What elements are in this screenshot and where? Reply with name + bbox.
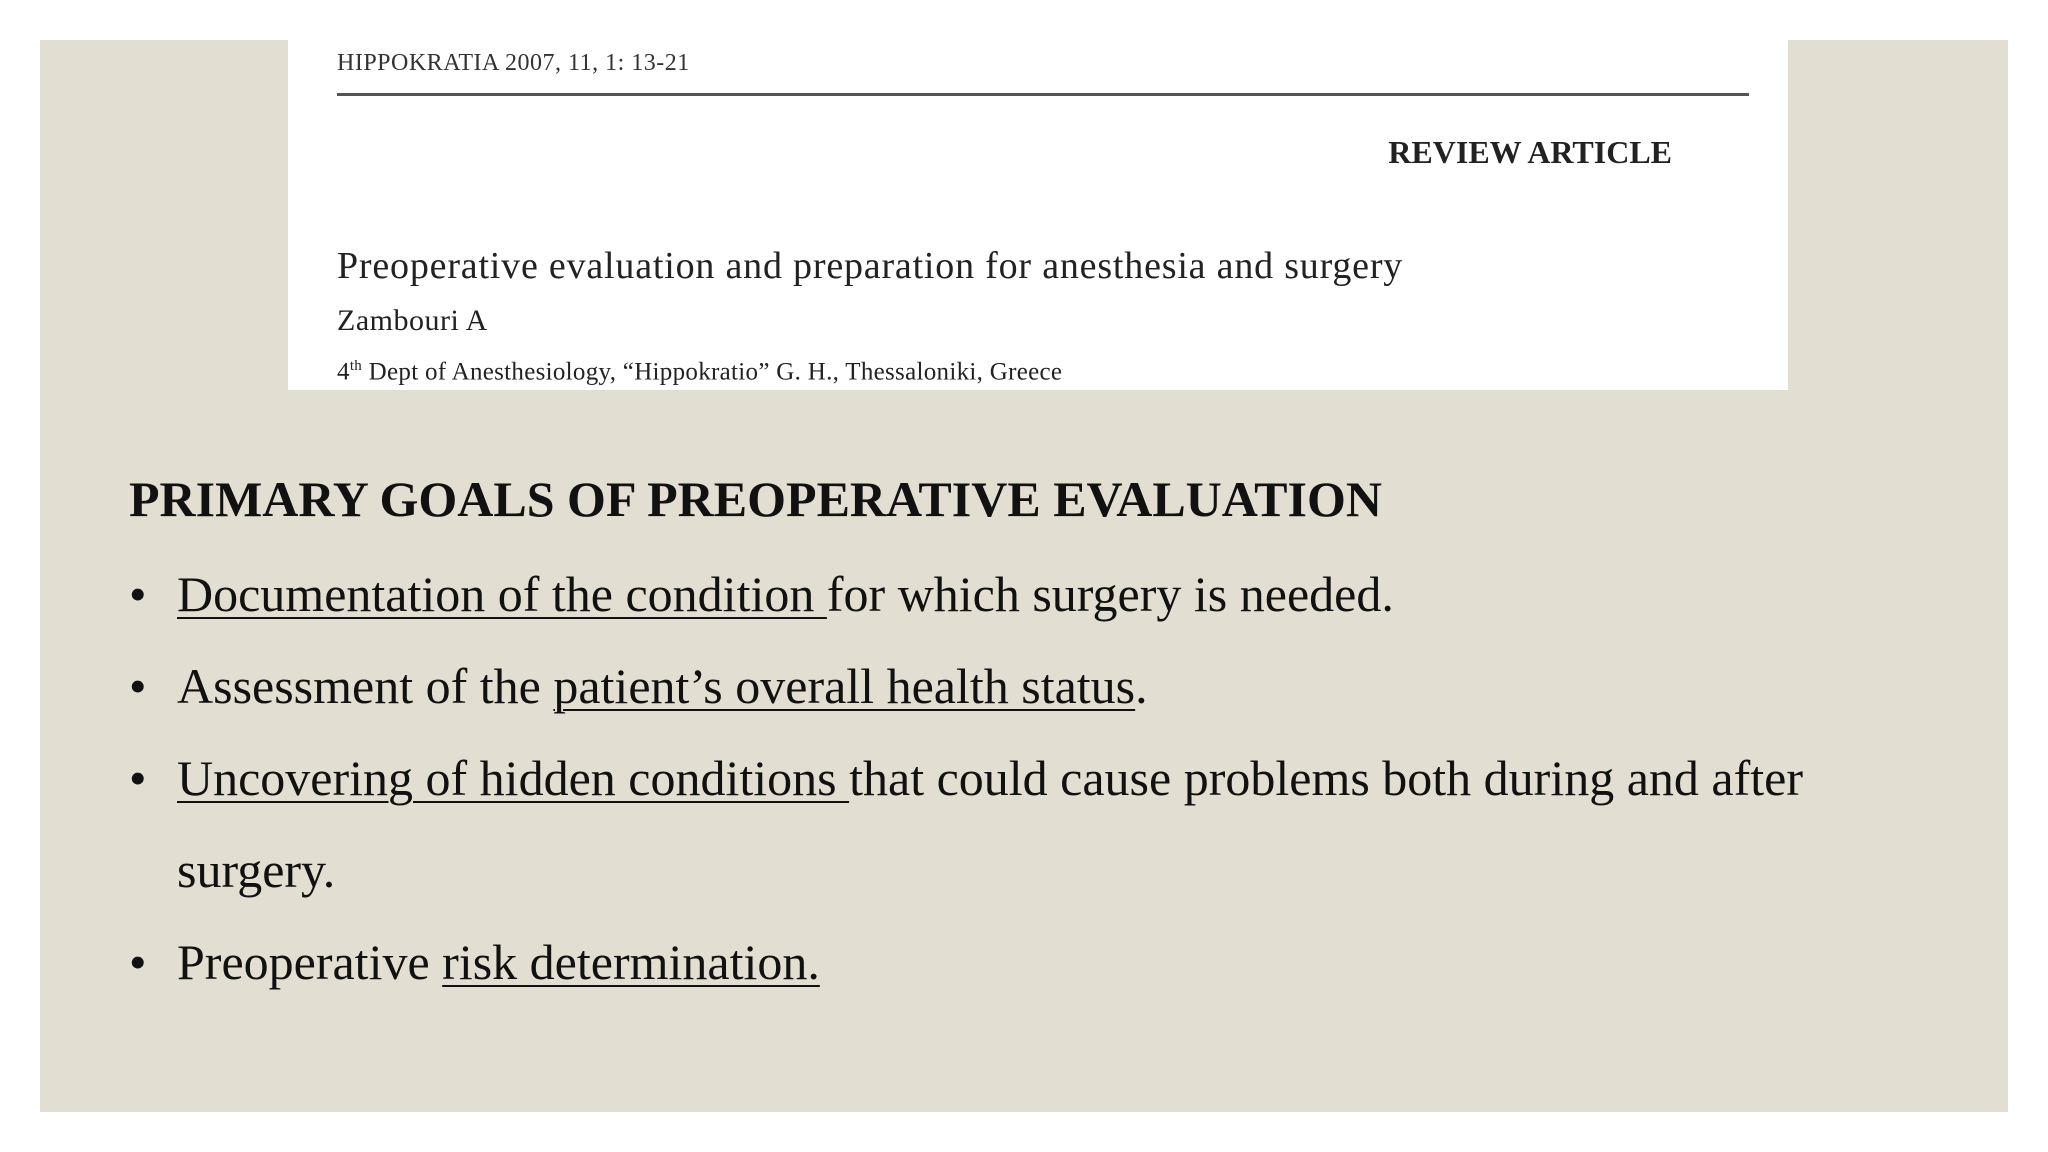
goal-underlined-text: risk determination. (442, 934, 820, 990)
goal-text: Preoperative (177, 934, 443, 990)
list-item (129, 640, 1829, 732)
bullet-icon: • (129, 750, 147, 806)
goals-list (129, 548, 1829, 1008)
goal-text: for which surgery is needed. (826, 566, 1394, 622)
slide-heading: PRIMARY GOALS OF PREOPERATIVE EVALUATION (129, 471, 1382, 527)
affiliation-text: Dept of Anesthesiology, “Hippokratio” G. H., Thessaloniki, Greece (362, 358, 1063, 386)
header-rule (337, 93, 1749, 96)
slide (40, 40, 2008, 1112)
goal-text: that could cause problems both during and after surgery. (177, 750, 1803, 898)
affiliation-ordinal-suffix: th (349, 358, 363, 374)
article-title: Preoperative evaluation and preparation for anesthesia and surgery (337, 245, 1404, 287)
list-item (129, 916, 1829, 1008)
bullet-icon: • (129, 658, 147, 714)
goal-underlined-text: patient’s overall health status (553, 658, 1136, 714)
goal-underlined-text: Uncovering of hidden conditions (177, 750, 850, 806)
goal-underlined-text: Documentation of the condition (177, 566, 827, 622)
journal-citation: HIPPOKRATIA 2007, 11, 1: 13-21 (337, 50, 690, 76)
article-type-label: REVIEW ARTICLE (1388, 134, 1672, 170)
article-affiliation (337, 358, 1062, 386)
affiliation-ordinal: 4 (337, 358, 350, 386)
list-item (129, 548, 1829, 640)
goal-text: . (1135, 658, 1148, 714)
bullet-icon: • (129, 566, 147, 622)
bullet-icon: • (129, 934, 147, 990)
list-item (129, 732, 1829, 916)
article-author: Zambouri A (337, 304, 488, 337)
goal-text: Assessment of the (177, 658, 554, 714)
